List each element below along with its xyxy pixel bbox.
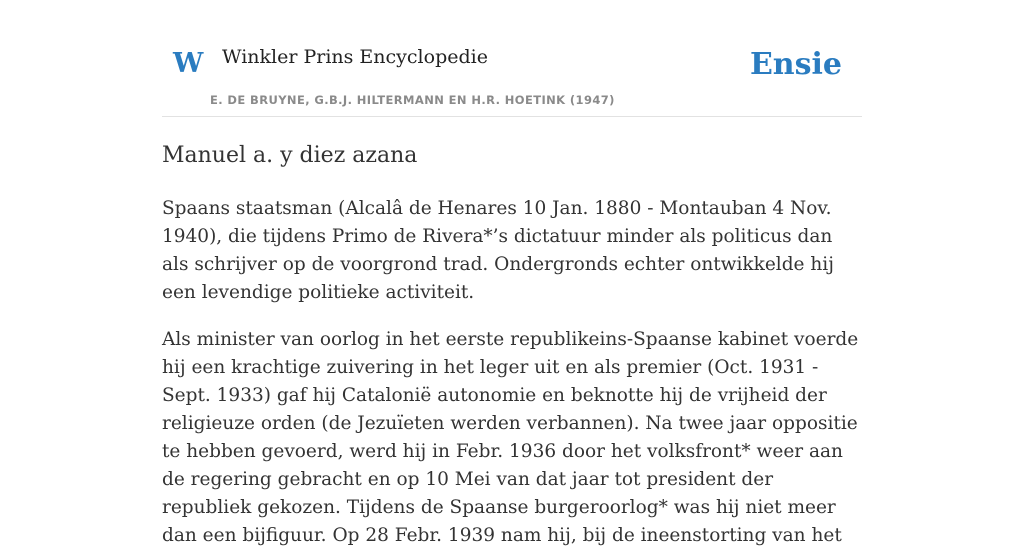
entry-content bbox=[162, 143, 862, 550]
entry-paragraph: Spaans staatsman (Alcalâ de Henares 10 Jan. 1880 - Montauban 4 Nov. 1940), die tijdens Primo de Rivera*’s dictatuur minder als politicus dan als schrijver op de voorgrond trad. Ondergronds echter ontwikkelde hij een levendige politieke activiteit. bbox=[162, 198, 834, 304]
book-title-link[interactable]: Winkler Prins Encyclopedie bbox=[222, 46, 488, 68]
entry-title: Manuel a. y diez azana bbox=[162, 143, 418, 168]
encyclopedia-page bbox=[162, 0, 862, 547]
book-authors: E. DE BRUYNE, G.B.J. HILTERMANN EN H.R. HOETINK (1947) bbox=[210, 93, 615, 107]
page-header bbox=[162, 0, 862, 117]
ensie-logo-link[interactable]: Ensie bbox=[749, 47, 842, 82]
winkler-prins-logo[interactable]: W bbox=[173, 48, 204, 79]
entry-body bbox=[162, 195, 862, 550]
entry-paragraph: Als minister van oorlog in het eerste republikeins-Spaanse kabinet voerde hij een krachtige zuivering in het leger uit en als premier (Oct. 1931 - Sept. 1933) gaf hij Catalonië autonomie en beknotte hij de vrijheid der religieuze orden (de Jezuïeten werden verbannen). Na twee jaar oppositie te hebben gevoerd, werd hij in Febr. 1936 door het volksfront* weer aan de regering gebracht en op 10 Mei van dat jaar tot president der republiek gekozen. Tijdens de Spaanse burgeroorlog* was hij niet meer dan een bijfiguur. Op 28 Febr. 1939 nam hij, bij de ineenstorting van het bbox=[162, 329, 859, 547]
